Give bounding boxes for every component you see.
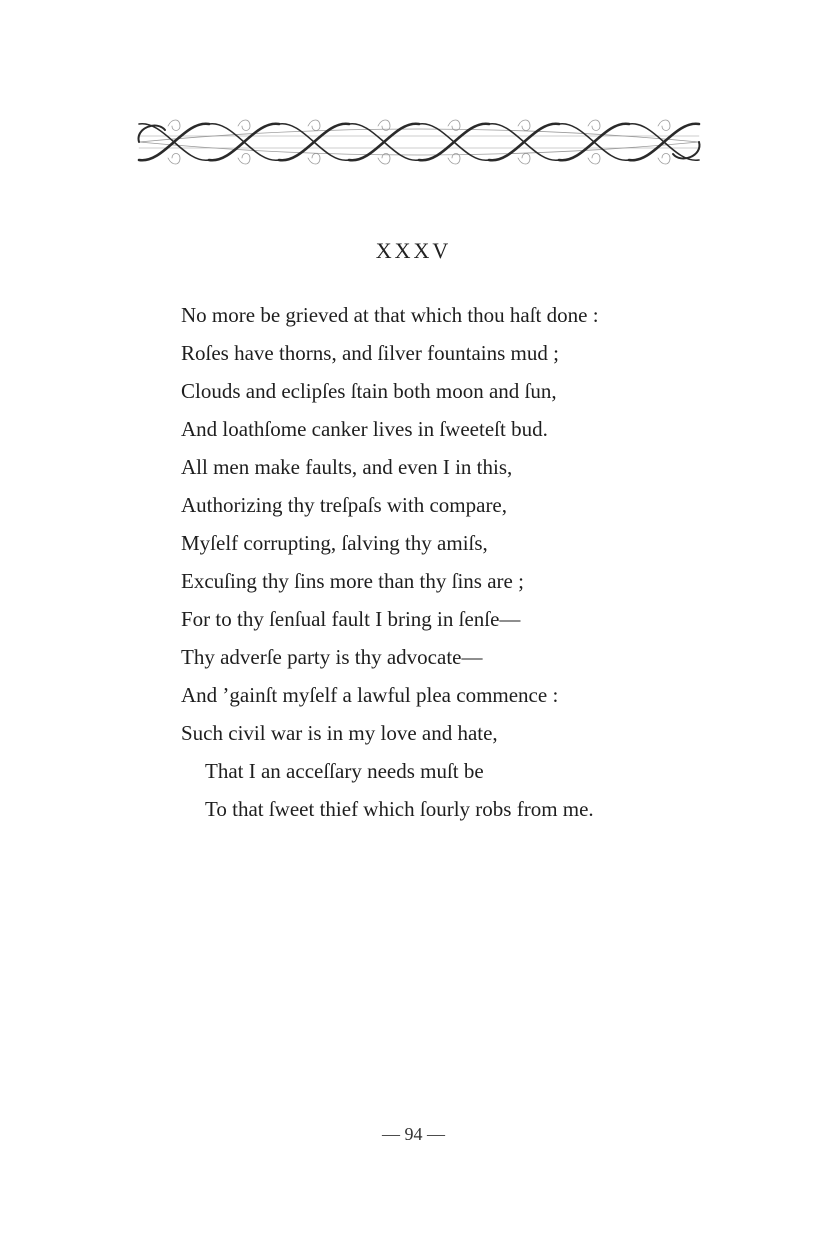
page-number: — 94 — xyxy=(382,1124,445,1144)
poem-line: To that ſweet thief which ſourly robs from me. xyxy=(205,797,594,821)
poem-line: Thy adverſe party is thy advocate— xyxy=(181,645,483,669)
poem-line: No more be grieved at that which thou haſt done : xyxy=(181,303,599,327)
sonnet-number-heading: XXXV xyxy=(375,238,452,263)
poem-body xyxy=(181,296,741,828)
poem-line: Excuſing thy ſins more than thy ſins are ; xyxy=(181,569,524,593)
poem-line: Myſelf corrupting, ſalving thy amiſs, xyxy=(181,531,488,555)
poem-line: And ’gainſt myſelf a lawful plea commence : xyxy=(181,683,559,707)
poem-line: And loathſome canker lives in ſweeteſt bud. xyxy=(181,417,548,441)
poem-line: Such civil war is in my love and hate, xyxy=(181,721,498,745)
poem-line: Clouds and eclipſes ſtain both moon and ſun, xyxy=(181,379,557,403)
poem-line: That I an acceſſary needs muſt be xyxy=(205,759,484,783)
poem-line: Roſes have thorns, and ſilver fountains mud ; xyxy=(181,341,559,365)
poem-line: All men make faults, and even I in this, xyxy=(181,455,513,479)
poem-line: For to thy ſenſual fault I bring in ſenſe— xyxy=(181,607,521,631)
calligraphic-ornament-icon xyxy=(133,112,705,172)
poem-line: Authorizing thy treſpaſs with compare, xyxy=(181,493,508,517)
